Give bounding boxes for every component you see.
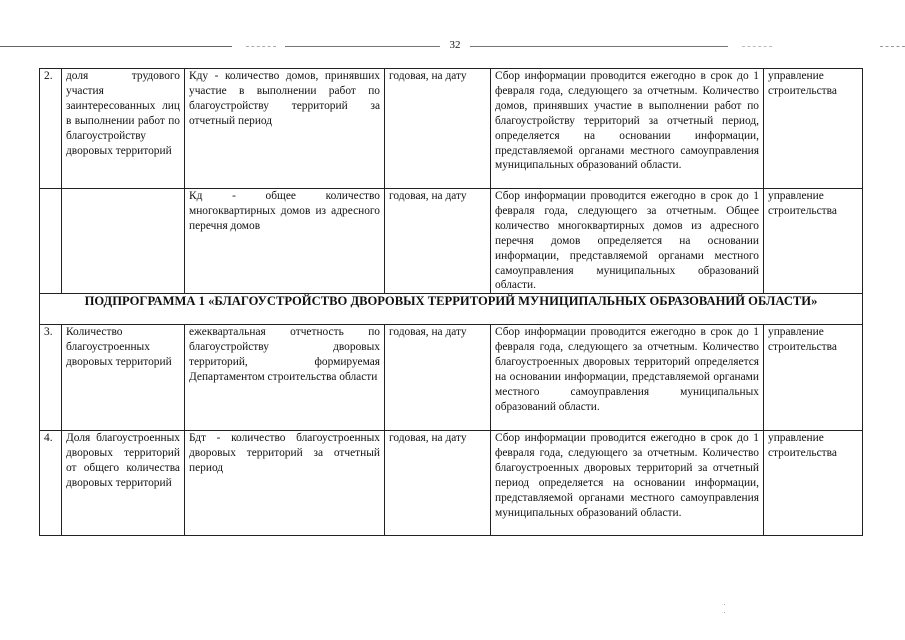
header-rule [470, 46, 728, 47]
row-number: 2. [40, 69, 62, 189]
indicator-name: Количество благоустроенных дворовых территорий [62, 325, 185, 431]
indicators-table [39, 68, 863, 536]
responsible-unit: управление строительства [764, 69, 863, 189]
collection-method: Сбор информации проводится ежегодно в срок до 1 февраля года, следующего за отчетным. Количество благоустроенных дворовых территорий определяется на основании информации, представляемой органами местного самоуправления муниципальных образований области. [491, 325, 764, 431]
header-rule [0, 46, 232, 47]
table-row [40, 189, 863, 294]
indicator-definition: Кд - общее количество многоквартирных домов из адресного перечня домов [185, 189, 385, 294]
responsible-unit: управление строительства [764, 431, 863, 536]
header-rule [285, 46, 440, 47]
header-rule [880, 46, 905, 47]
page-number: 32 [449, 39, 461, 51]
row-number: 3. [40, 325, 62, 431]
responsible-unit: управление строительства [764, 325, 863, 431]
table-row [40, 69, 863, 189]
header-rule [246, 46, 276, 47]
header-rule [742, 46, 772, 47]
indicator-periodicity: годовая, на дату [385, 431, 491, 536]
indicator-name: доля трудового участия заинтересованных лиц в выполнении работ по благоустройству дворовых территорий [62, 69, 185, 189]
indicator-name: Доля благоустроенных дворовых территорий от общего количества дворовых территорий [62, 431, 185, 536]
indicator-name [62, 189, 185, 294]
collection-method: Сбор информации проводится ежегодно в срок до 1 февраля года, следующего за отчетным. Количество домов, принявших участие в выполнении работ по благоустройству территорий за отчетный период, определяется на основании информации, представляемой органами местного самоуправления муниципальных образований области. [491, 69, 764, 189]
indicator-periodicity: годовая, на дату [385, 325, 491, 431]
table-row [40, 431, 863, 536]
row-number [40, 189, 62, 294]
indicator-periodicity: годовая, на дату [385, 189, 491, 294]
section-title: ПОДПРОГРАММА 1 «БЛАГОУСТРОЙСТВО ДВОРОВЫХ ТЕРРИТОРИЙ МУНИЦИПАЛЬНЫХ ОБРАЗОВАНИЙ ОБЛАСТИ» [40, 294, 863, 325]
indicator-periodicity: годовая, на дату [385, 69, 491, 189]
collection-method: Сбор информации проводится ежегодно в срок до 1 февраля года, следующего за отчетным. Количество благоустроенных дворовых территорий за отчетный период определяется на основании информации, представляемой органами местного самоуправления муниципальных образований области. [491, 431, 764, 536]
indicator-definition: Кду - количество домов, принявших участие в выполнении работ по благоустройству территорий за отчетный период [185, 69, 385, 189]
table-row [40, 325, 863, 431]
indicator-definition: Бдт - количество благоустроенных дворовых территорий за отчетный период [185, 431, 385, 536]
scan-speck [724, 612, 725, 613]
indicator-definition: ежеквартальная отчетность по благоустройству дворовых территорий, формируемая Департаментом строительства области [185, 325, 385, 431]
section-row [40, 294, 863, 325]
scan-speck [724, 604, 725, 605]
responsible-unit: управление строительства [764, 189, 863, 294]
collection-method: Сбор информации проводится ежегодно в срок до 1 февраля года, следующего за отчетным. Общее количество многоквартирных домов из адресного перечня домов определяется на основании информации, представляемой органами местного самоуправления муниципальных образований области. [491, 189, 764, 294]
row-number: 4. [40, 431, 62, 536]
